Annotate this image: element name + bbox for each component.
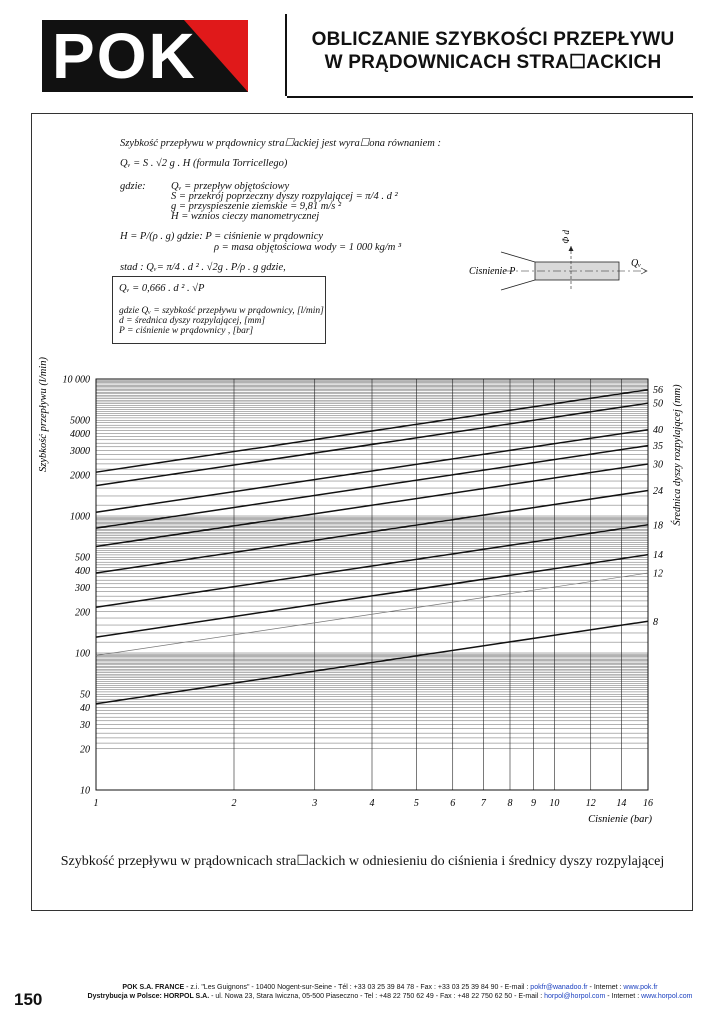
y-tick-label: 1000 [70,511,90,523]
formula-density: ρ = masa objętościowa wody = 1 000 kg/m ³ [214,242,402,253]
y-tick-label: 3000 [70,446,90,458]
formula-box-def-q: gdzie Qᵥ = szybkość przepływu w prądownicy, [l/min] [119,306,324,316]
x-tick-label: 14 [616,798,627,809]
footer-line-2 [70,992,710,1001]
x-tick-label: 8 [507,798,513,809]
logo-text: POK [52,20,197,92]
y-tick-label: 2000 [70,470,90,482]
series-label-d18: 18 [653,520,663,532]
nozzle-q-label: Qᵥ [631,258,642,269]
x-tick-label: 9 [530,798,536,809]
footer-email-pl-link[interactable]: horpol@horpol.com [544,993,606,1000]
page-number: 150 [14,990,43,1009]
formula-box-def-p: P = ciśnienie w prądownicy , [bar] [119,326,254,336]
y-tick-label: 100 [75,648,90,660]
y-tick-label: 10 000 [62,374,90,386]
x-tick-label: 5 [413,798,419,809]
y-tick-label: 500 [75,552,90,564]
x-tick-label: 16 [643,798,653,809]
formula-stad: stad : Qᵥ= π/4 . d ² . √2g . P/ρ . g gdzie, [120,262,286,273]
nozzle-pressure-label: Cisnienie P [469,266,516,277]
formula-def-h: H = wznios cieczy manometrycznej [171,211,320,222]
y-tick-label: 300 [75,583,90,595]
x-tick-label: 10 [549,798,560,809]
y-tick-label: 400 [75,566,90,578]
series-label-d30: 30 [653,459,663,471]
formula-torricelli: Qᵥ = S . √2 g . H (formula Torricellego) [120,158,288,169]
footer-web-pl-link[interactable]: www.horpol.com [641,993,693,1000]
x-axis-title: Cisnienie (bar) [588,814,652,825]
y-tick-label: 20 [80,744,90,756]
chart-grid [96,379,648,790]
formula-def-g: g = przyspieszenie ziemskie = 9,81 m/s ² [171,201,342,212]
footer-sep-fr: - Internet : [587,984,624,991]
y-tick-label: 40 [80,703,90,715]
formula-gdzie-label: gdzie: [120,181,146,192]
footer-company-fr: POK S.A. FRANCE [122,984,185,991]
formula-def-s: S = przekrój poprzeczny dyszy rozpylającej = π/4 . d ² [171,191,398,202]
series-label-d50: 50 [653,398,663,410]
nozzle-d-label: Φ d [561,230,571,244]
footer-address-fr: - z.i. "Les Guignons" - 10400 Nogent-sur-Seine - Tél : +33 03 25 39 84 78 - Fax : +33 03 25 39 84 90 - E-mail : [184,984,531,991]
chart-caption: Szybkość przepływu w prądownicach stra☐ackich w odniesieniu do ciśnienia i średnicy dyszy rozpylającej [60,854,665,869]
y-tick-label: 10 [80,785,90,797]
footer-address-pl: - ul. Nowa 23, Stara Iwiczna, 05-500 Piaseczno - Tel : +48 22 750 62 49 - Fax : +48 22 750 62 50 - E-mail : [209,993,545,1000]
x-tick-label: 6 [450,798,456,809]
formula-box-def-d: d = średnica dyszy rozpylającej, [mm] [119,316,266,326]
y2-axis-title: Średnica dyszy rozpylającej (mm) [672,384,683,526]
x-tick-label: 2 [231,798,237,809]
y-tick-label: 50 [80,689,90,701]
x-tick-label: 3 [312,798,318,809]
series-label-d56: 56 [653,385,663,397]
series-label-d14: 14 [653,550,663,562]
footer-company-pl: Dystrybucja w Polsce: HORPOL S.A. [87,993,210,1000]
footer-sep-pl: - Internet : [605,993,642,1000]
formula-box-main: Qᵥ = 0,666 . d ² . √P [119,283,205,294]
title-line-1: OBLICZANIE SZYBKOŚCI PRZEPŁYWU [311,29,675,50]
series-label-d12: 12 [653,568,663,580]
footer-web-fr-link[interactable]: www.pok.fr [623,984,658,991]
series-label-d40: 40 [653,425,663,437]
title-line-2: W PRĄDOWNICACH STRA☐ACKICH [324,52,662,73]
formula-intro: Szybkość przepływu w prądownicy stra☐ackiej jest wyra☐ona równaniem : [120,138,441,149]
x-tick-label: 4 [369,798,375,809]
y-axis-title: Szybkość przepływu (l/min) [38,357,49,472]
x-tick-label: 7 [480,798,486,809]
y-tick-label: 4000 [70,429,90,441]
series-label-d35: 35 [653,441,663,453]
y-tick-label: 30 [80,720,90,732]
footer-line-1 [70,983,710,992]
x-tick-label: 1 [93,798,99,809]
y-tick-label: 200 [75,607,90,619]
footer-email-fr-link[interactable]: pokfr@wanadoo.fr [530,984,588,991]
y-tick-label: 5000 [70,415,90,427]
series-label-d8: 8 [653,616,658,628]
formula-pressure: H = P/(ρ . g) gdzie: P = ciśnienie w prądownicy [120,231,324,242]
series-label-d24: 24 [653,486,663,498]
formula-def-q: Qᵥ = przepływ objętościowy [171,181,290,192]
x-tick-label: 12 [585,798,596,809]
